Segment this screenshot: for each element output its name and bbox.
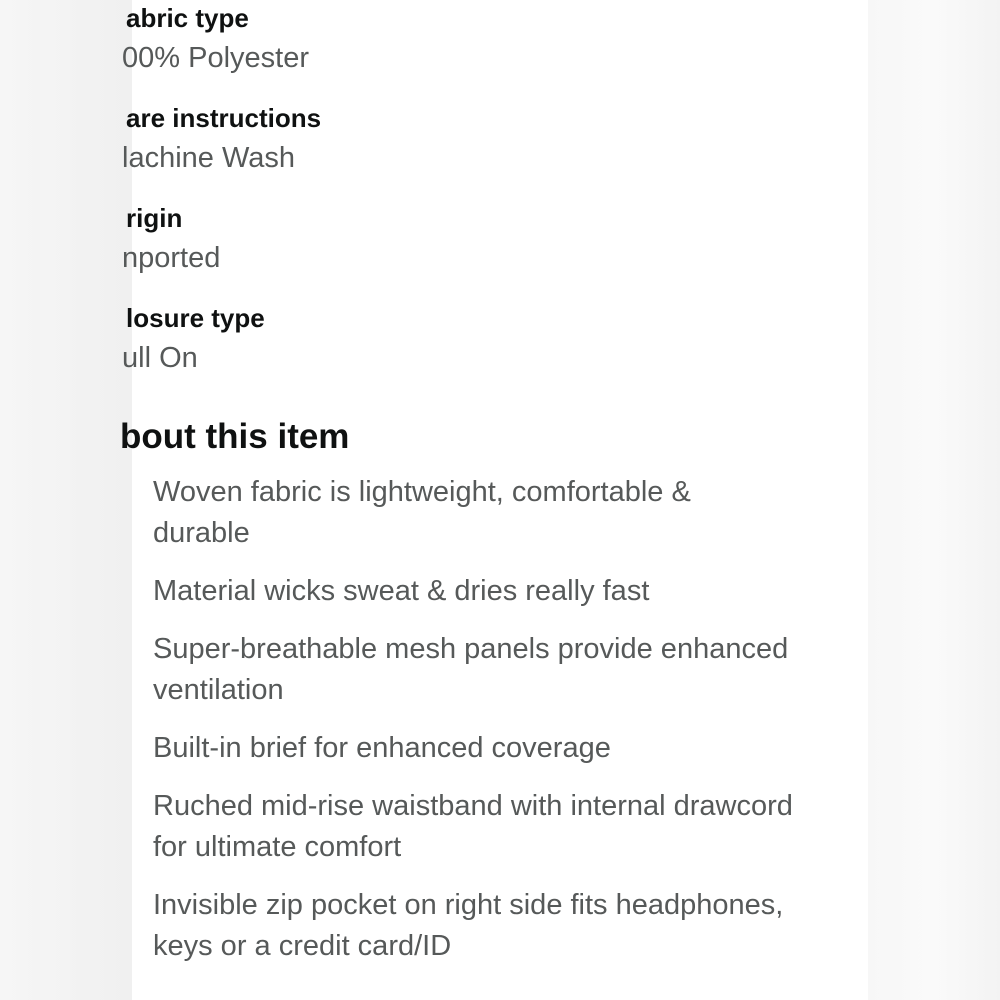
detail-label-fabric-type: abric type	[126, 3, 249, 33]
detail-label-care-instructions: are instructions	[126, 103, 322, 133]
left-margin-background	[0, 0, 132, 1000]
list-item: Built-in brief for enhanced coverage	[153, 732, 611, 764]
detail-label-origin: rigin	[126, 203, 183, 233]
list-item: Super-breathable mesh panels provide enhanced ventilation	[153, 633, 789, 706]
about-this-item-heading: bout this item	[120, 417, 350, 456]
list-item: Invisible zip pocket on right side fits headphones, keys or a credit card/ID	[153, 889, 784, 962]
detail-value-care-instructions: lachine Wash	[122, 142, 296, 174]
about-this-item-list	[153, 472, 793, 984]
detail-label-closure-type: losure type	[126, 303, 265, 333]
list-item: Material wicks sweat & dries really fast	[153, 575, 650, 607]
detail-value-fabric-type: 00% Polyester	[122, 42, 309, 74]
right-margin-background	[868, 0, 1000, 1000]
list-item: Ruched mid-rise waistband with internal drawcord for ultimate comfort	[153, 790, 793, 863]
detail-value-origin: nported	[122, 242, 221, 274]
list-item: Woven fabric is lightweight, comfortable & durable	[153, 476, 691, 549]
detail-value-closure-type: ull On	[122, 342, 198, 374]
product-page-content[interactable]	[120, 0, 868, 1000]
